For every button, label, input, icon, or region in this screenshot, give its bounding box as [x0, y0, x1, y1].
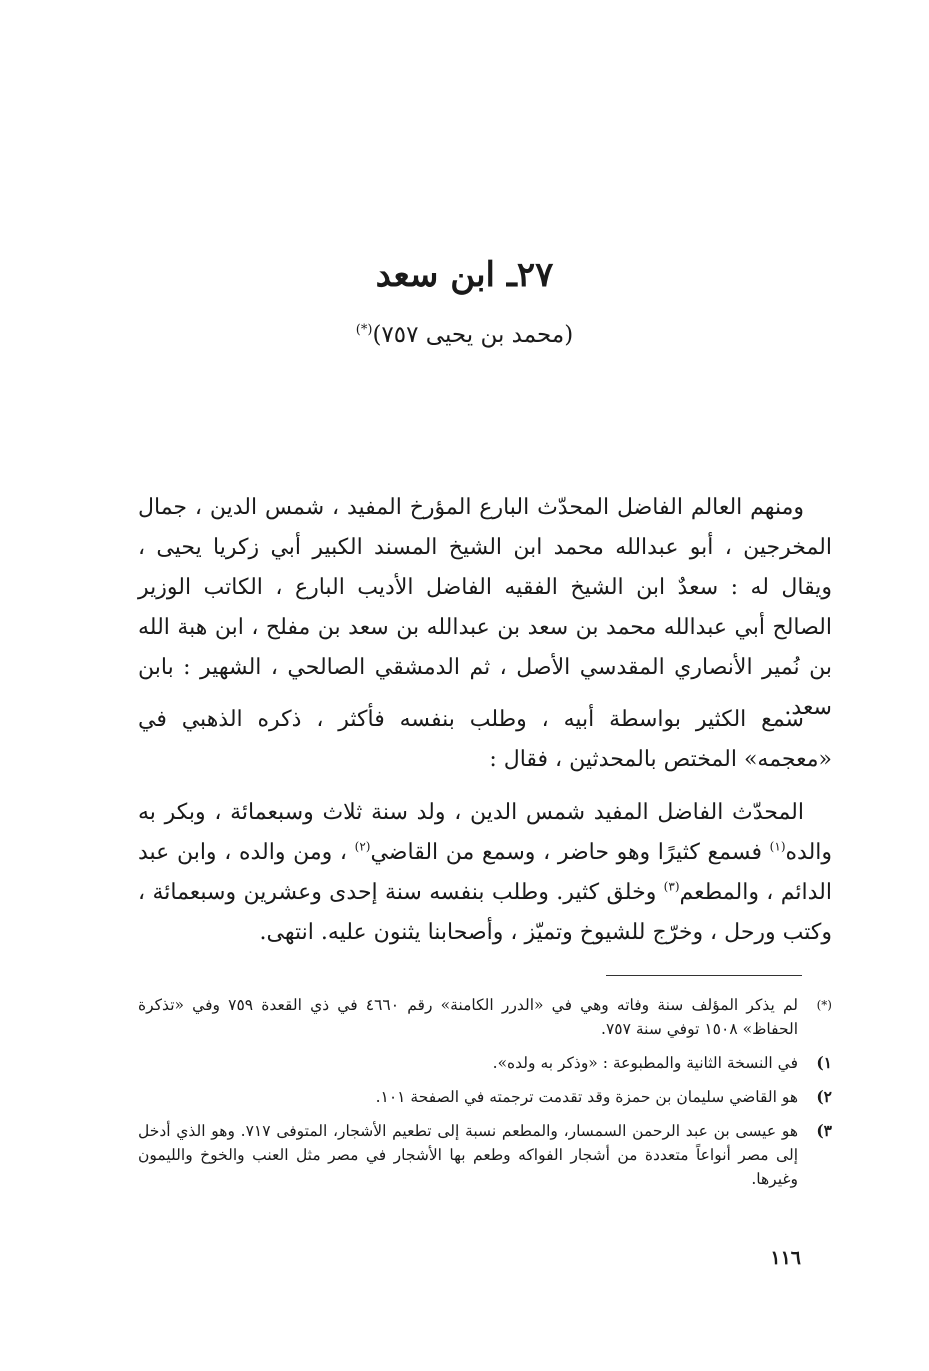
chapter-heading: ٢٧ـ ابن سعد: [375, 255, 554, 295]
paragraph-1: [138, 488, 832, 728]
page-number: ١١٦: [770, 1247, 801, 1269]
footnote-ref-1: (١): [769, 839, 786, 854]
footnote-marker: (*): [816, 998, 832, 1012]
paragraph-3-text: [138, 793, 832, 953]
paragraph-2-text: سمع الكثير بواسطة أبيه ، وطلب بنفسه فأكثر ، ذكره الذهبي في «معجمه» المختص بالمحدثين ، فقال :: [138, 707, 832, 772]
footnote-ref-3: (٣): [663, 879, 680, 894]
footnote-item: [138, 993, 832, 1041]
footnote-text: في النسخة الثانية والمطبوعة : «وذكر به ولده».: [492, 1054, 798, 1072]
footnote-item: [138, 1085, 832, 1109]
footnotes: [138, 993, 832, 1201]
footnote-marker: ٢): [816, 1087, 832, 1106]
footnote-text: لم يذكر المؤلف سنة وفاته وهي في «الدرر الكامنة» رقم ٤٦٦٠ في ذي القعدة ٧٥٩ وفي «تذكرة الحفاظ» ١٥٠٨ توفي سنة ٧٥٧.: [138, 996, 798, 1038]
footnote-marker: ٣): [816, 1121, 832, 1140]
paragraph-3: [138, 793, 832, 953]
footnote-item: [138, 1119, 832, 1191]
subheading-footnote-marker: (*): [355, 322, 373, 338]
footnote-divider: [606, 975, 802, 976]
footnote-item: [138, 1051, 832, 1075]
paragraph-2: [138, 700, 832, 780]
paragraph-3-part-4: وخلق كثير. وطلب بنفسه سنة إحدى وعشرين وسبعمائة ، وكتب ورحل ، وخرّج للشيوخ وتميّز ، وأصحابنا يثنون عليه. انتهى.: [138, 880, 832, 945]
chapter-subheading: [0, 322, 929, 348]
footnote-ref-2: (٢): [354, 839, 371, 854]
footnote-marker: ١): [816, 1053, 832, 1072]
footnote-text: هو عيسى بن عبد الرحمن السمسار، والمطعم نسبة إلى تطعيم الأشجار، المتوفى ٧١٧. وهو الذي أدخل إلى مصر أنواعاً متعددة من أشجار الفواكه وطعم بها الأشجار في مصر مثل العنب والخوخ والليمون وغيرها.: [138, 1122, 799, 1188]
subheading-text: (محمد بن يحيى ٧٥٧): [372, 322, 574, 348]
paragraph-3-part-1: المحدّث الفاضل المفيد شمس الدين ، ولد سنة ثلاث وسبعمائة ، وبكر به والده: [138, 800, 833, 865]
paragraph-1-text: ومنهم العالم الفاضل المحدّث البارع المؤرخ المفيد ، شمس الدين ، جمال المخرجين ، أبو عبدالله محمد ابن الشيخ المسند الكبير أبي زكريا يحيى ، ويقال له : سعدٌ ابن الشيخ الفقيه الفاضل الأديب البارع ، الكاتب الوزير الصالح أبي عبدالله محمد بن سعد بن عبدالله بن سعد بن مفلح ، ابن هبة الله بن نُمير الأنصاري المقدسي الأصل ، ثم الدمشقي الصالحي ، الشهير : بابن سعد.: [138, 495, 832, 720]
paragraph-3-part-2: فسمع كثيرًا وهو حاضر ، وسمع من القاضي: [370, 840, 770, 865]
paragraph-3-part-3: ، ومن والده ، وابن عبد الدائم ، والمطعم: [138, 840, 832, 905]
footnote-text: هو القاضي سليمان بن حمزة وقد تقدمت ترجمته في الصفحة ١٠١.: [375, 1088, 798, 1106]
